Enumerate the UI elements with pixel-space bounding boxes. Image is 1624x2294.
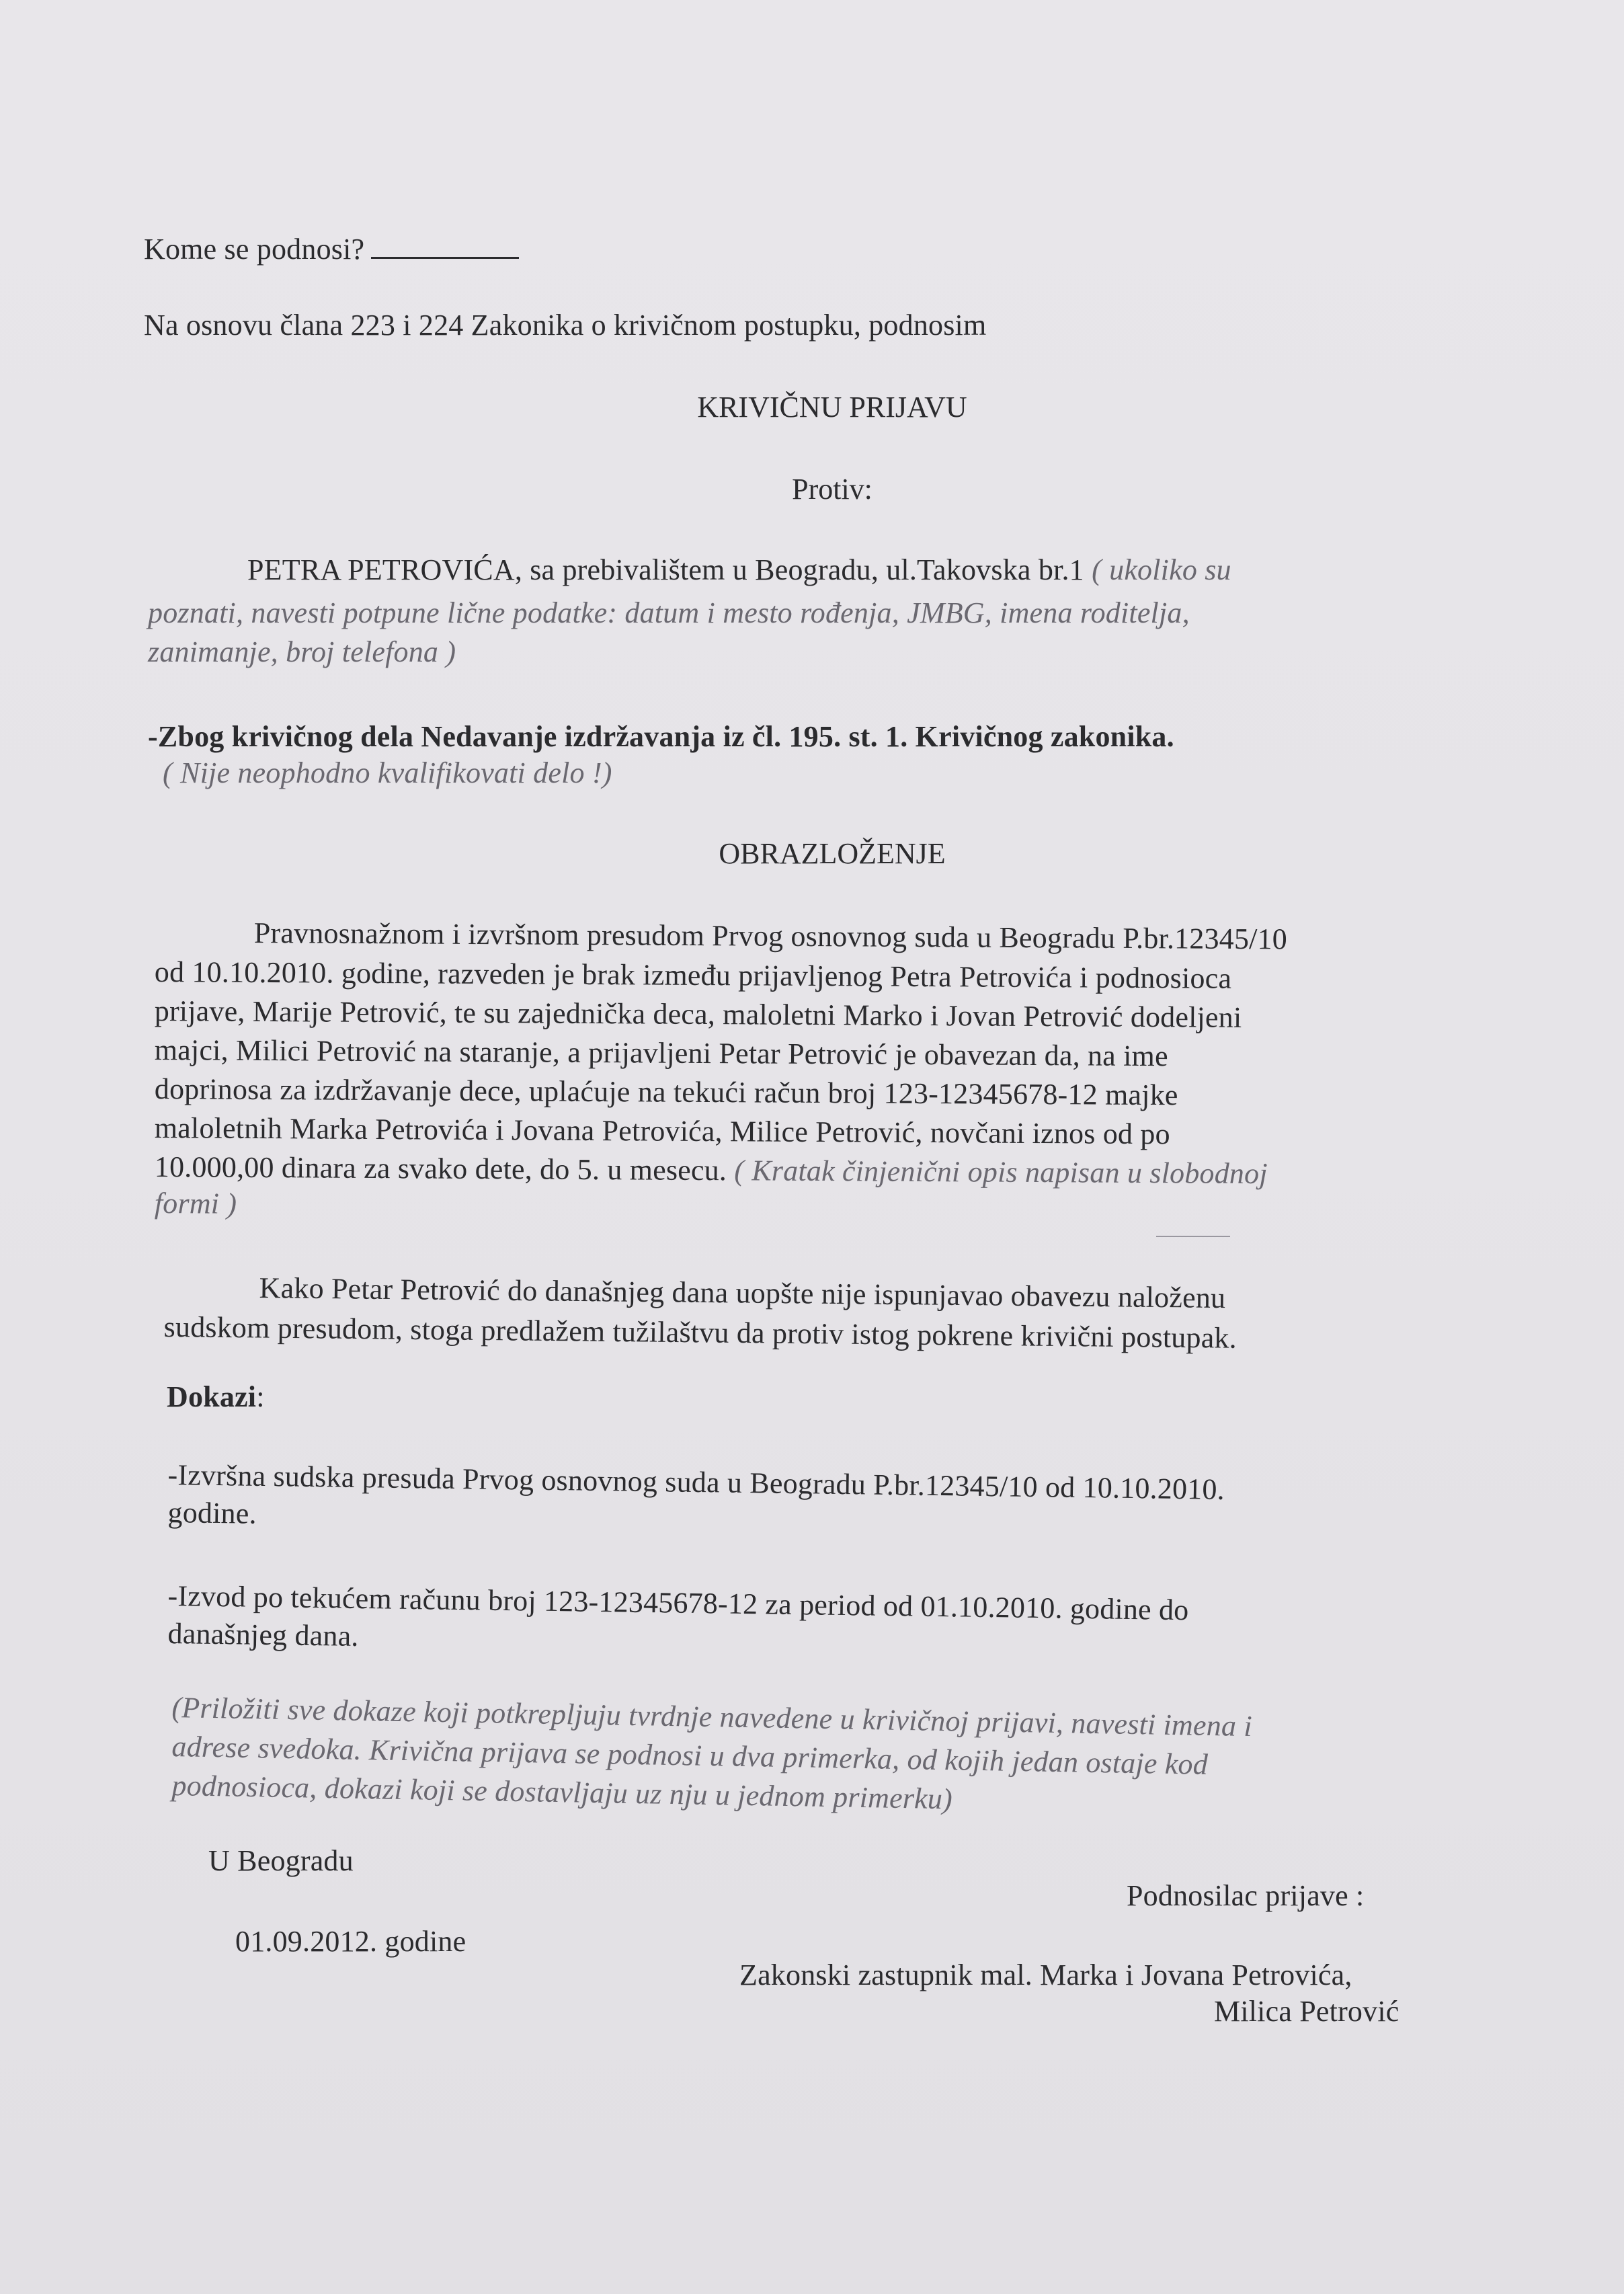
reasoning-p2-line-1: Kako Petar Petrović do današnjeg dana uopšte nije ispunjavao obavezu naloženu xyxy=(259,1271,1226,1315)
faint-dash-mark xyxy=(1156,1236,1230,1237)
reasoning-p1-line-6: maloletnih Marka Petrovića i Jovana Petrovića, Milice Petrović, novčani iznos od po xyxy=(154,1111,1170,1151)
evidence-item-2-line-1: -Izvod po tekućem računu broj 123-12345678-12 za period od 01.10.2010. godine do xyxy=(167,1579,1189,1627)
accused-name: PETRA PETROVIĆA, xyxy=(247,553,523,586)
evidence-note-line-1: (Priložiti sve dokaze koji potkrepljuju tvrdnje navedene u krivičnoj prijavi, navesti imena i xyxy=(171,1690,1253,1743)
evidence-note-line-2: adrese svedoka. Krivična prijava se podnosi u dva primerka, od kojih jedan ostaje kod xyxy=(171,1729,1209,1781)
accused-residence: sa prebivalištem u Beogradu, ul.Takovska br.1 xyxy=(522,553,1092,586)
reasoning-p1-line-5: doprinosa za izdržavanje dece, uplaćuje na tekući račun broj 123-12345678-12 majke xyxy=(154,1072,1178,1112)
addressee-blank xyxy=(371,230,519,259)
footer-place: U Beogradu xyxy=(208,1844,354,1877)
reasoning-p1-note-a: ( Kratak činjenični opis napisan u slobodnoj xyxy=(734,1154,1268,1191)
evidence-colon: : xyxy=(256,1380,265,1413)
reasoning-p1-note-b: formi ) xyxy=(154,1187,237,1220)
reasoning-p1-line-2: od 10.10.2010. godine, razveden je brak između prijavljenog Petra Petrovića i podnosioca xyxy=(154,955,1232,995)
offense-text: -Zbog krivičnog dela Nedavanje izdržavanja iz čl. 195. st. 1. Krivičnog zakonika. xyxy=(148,720,1174,753)
signatory-name: Milica Petrović xyxy=(1214,1995,1399,2028)
footer-date: 01.09.2012. godine xyxy=(235,1925,466,1958)
evidence-item-1-line-2: godine. xyxy=(167,1495,257,1530)
legal-basis: Na osnovu člana 223 i 224 Zakonika o krivičnom postupku, podnosim xyxy=(144,309,987,342)
reasoning-p1-line-7-text: 10.000,00 dinara za svako dete, do 5. u mesecu. xyxy=(154,1150,735,1187)
evidence-label-line xyxy=(167,1378,265,1416)
offense-note: ( Nije neophodno kvalifikovati delo !) xyxy=(163,756,612,789)
against-label: Protiv: xyxy=(792,473,872,506)
document-title: KRIVIČNU PRIJAVU xyxy=(697,391,967,424)
accused-note-line-2: poznati, navesti potpune lične podatke: datum i mesto rođenja, JMBG, imena roditelja, xyxy=(148,596,1190,629)
reasoning-p1-line-3: prijave, Marije Petrović, te su zajednička deca, maloletni Marko i Jovan Petrović dodeljeni xyxy=(154,994,1242,1034)
applicant-label: Podnosilac prijave : xyxy=(1127,1879,1365,1912)
accused-line xyxy=(247,551,1231,589)
evidence-note-line-3: podnosioca, dokazi koji se dostavljaju uz nju u jednom primerku) xyxy=(171,1768,953,1816)
addressee-line xyxy=(144,230,519,268)
reasoning-p1-line-4: majci, Milici Petrović na staranje, a prijavljeni Petar Petrović je obavezan da, na ime xyxy=(154,1033,1168,1073)
accused-note-start: ( ukoliko su xyxy=(1092,553,1231,586)
reasoning-p1-line-7 xyxy=(155,1148,1268,1193)
reasoning-title: OBRAZLOŽENJE xyxy=(719,837,946,870)
evidence-item-1-line-1: -Izvršna sudska presuda Prvog osnovnog suda u Beogradu P.br.12345/10 od 10.10.2010. xyxy=(167,1458,1225,1506)
legal-representative: Zakonski zastupnik mal. Marka i Jovana Petrovića, xyxy=(739,1959,1352,1991)
evidence-label: Dokazi xyxy=(167,1380,257,1413)
accused-note-line-3: zanimanje, broj telefona ) xyxy=(148,635,456,668)
reasoning-p1-line-1: Pravnosnažnom i izvršnom presudom Prvog osnovnog suda u Beogradu P.br.12345/10 xyxy=(253,916,1288,956)
reasoning-p2-line-2: sudskom presudom, stoga predlažem tužilaštvu da protiv istog pokrene krivični postupak. xyxy=(163,1310,1237,1355)
addressee-label: Kome se podnosi? xyxy=(144,233,365,266)
evidence-item-2-line-2: današnjeg dana. xyxy=(167,1616,359,1653)
